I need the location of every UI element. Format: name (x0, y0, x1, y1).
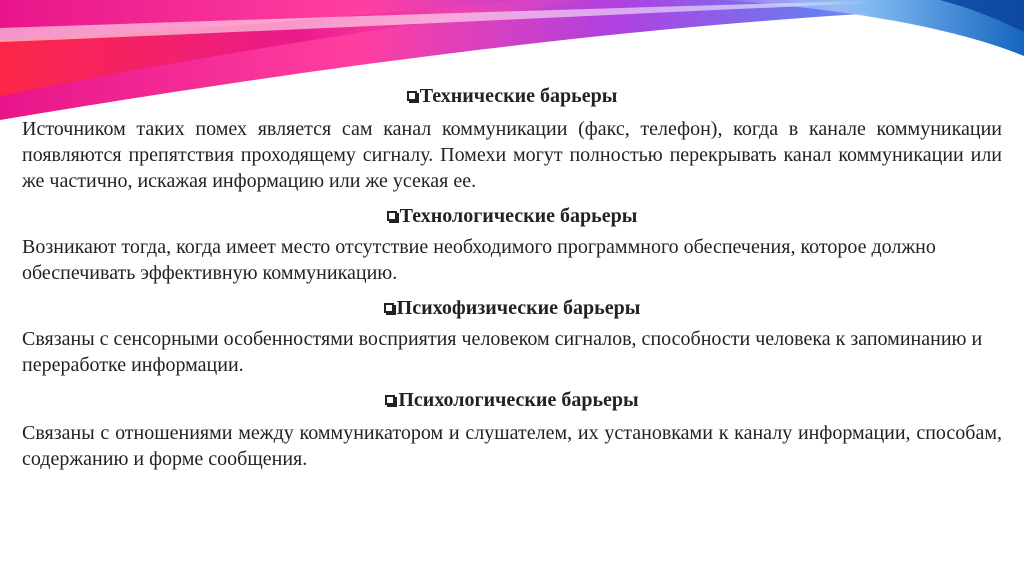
section-heading-text: Технологические барьеры (399, 205, 638, 227)
section-body-psychophysical: Связаны с сенсорными особенностями восприятия человеком сигналов, способности человека к запоминанию и переработке информации. (22, 328, 983, 376)
section-body-technical: Источником таких помех является сам канал коммуникации (факс, телефон), когда в канале коммуникации появляются препятствия проходящему сигналу. Помехи могут полностью перекрывать канал коммуникации или же частично, искажая информацию или же усекая ее. (22, 118, 1002, 192)
section-body-psychological: Связаны с отношениями между коммуникатором и слушателем, их установками к каналу информации, способам, содержанию и форме сообщения. (22, 422, 1002, 470)
checkbox-bullet-icon (385, 395, 395, 405)
checkbox-bullet-icon (407, 91, 417, 101)
checkbox-bullet-icon (387, 211, 397, 221)
section-heading-text: Психологические барьеры (398, 389, 639, 411)
section-body-technological: Возникают тогда, когда имеет место отсутствие необходимого программного обеспечения, которое должно обеспечивать эффективную коммуникацию. (22, 236, 936, 284)
section-heading-psychophysical (22, 296, 1002, 320)
section-heading-technological (22, 204, 1002, 228)
section-heading-text: Технические барьеры (419, 85, 618, 107)
section-heading-psychological (22, 388, 1002, 412)
slide-content (22, 78, 1002, 472)
checkbox-bullet-icon (384, 303, 394, 313)
section-heading-text: Психофизические барьеры (396, 297, 641, 319)
section-heading-technical (22, 84, 1002, 108)
